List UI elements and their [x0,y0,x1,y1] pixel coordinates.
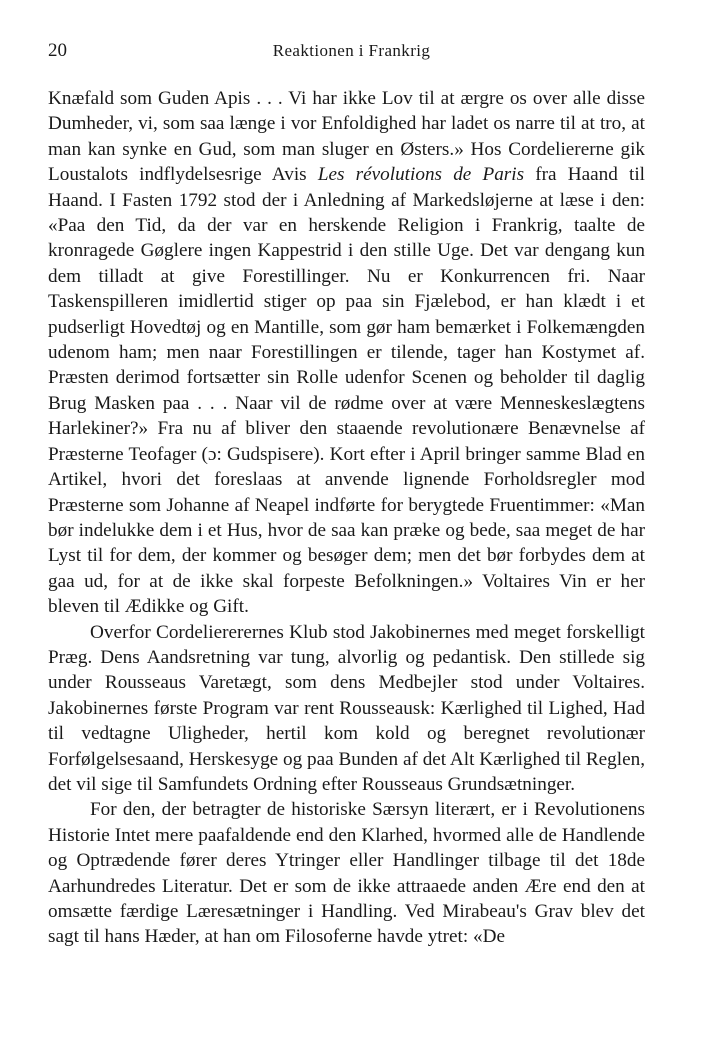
paragraph-1-text-a: Knæfald som Guden Apis . . . Vi har ikke Lov til at ærgre os over alle disse Dumheder, vi, som saa længe i vor Enfoldighed har ladet os narre til at tro, at man kan synke en Gud, som man sluger en Østers.» Hos Cordeliererne gik Loustalots indflydelsesrige Avis [48,88,645,186]
paragraph-3: For den, der betragter de historiske Særsyn literært, er i Revolutionens Historie Intet mere paafaldende end den Klarhed, hvormed alle de Handlende og Optrædende fører deres Ytringer eller Handlinger tilbage til det 18de Aarhundredes Literatur. Det er som de ikke attraaede anden Ære end den at omsætte færdige Læresætninger i Handling. Ved Mirabeau's Grav blev det sagt til hans Hæder, at han om Filosoferne havde ytret: «De [48,799,645,948]
paragraph-1-text-b: fra Haand til Haand. I Fasten 1792 stod der i Anledning af Markedsløjerne at læse i den: «Paa den Tid, da der var en herskende Religion i Frankrig, taalte de kronragede Gøglere ingen Kappestrid i den stille Uge. Det var dengang kun dem tilladt at give Forestillinger. Nu er Konkurrencen fri. Naar Taskenspilleren imidlertid stiger op paa sin Fjælebod, er han klædt i et pudserligt Hovedtøj og en Mantille, som gør ham bemærket i Folkemængden udenom ham; men naar Forestillingen er tilende, tager han Kostymet af. Præsten derimod fortsætter sin Rolle udenfor Scenen og beholder til daglig Brug Masken paa . . . Naar vil de rødme over at være Menneskeslægtens Harlekiner?» Fra nu af bliver den staaende revolutionære Benævnelse af Præsterne Teofager (ɔ: Gudspisere). Kort efter i April bringer samme Blad en Artikel, hvori det foreslaas at anvende lignende Forholdsregler mod Præsterne som Johanne af Neapel indførte for berygtede Fruentimmer: «Man bør indelukke dem i et Hus, hvor de saa kan præke og bede, saa meget de har Lyst til for dem, der kommer og besøger dem; men det bør forbydes dem at gaa ud, for at de ikke skal forpeste Befolkningen.» Voltaires Vin er her bleven til Ædikke og Gift. [48,164,646,618]
running-title: Reaktionen i Frankrig [272,41,431,60]
paragraph-2: Overfor Cordeliererernes Klub stod Jakobinernes med meget forskelligt Præg. Dens Aandsretning var tung, alvorlig og pedantisk. Den stillede sig under Rousseaus Varetægt, som dens Medbejler stod under Voltaires. Jakobinernes første Program var rent Rousseausk: Kærlighed til Lighed, Had til vedtagne Uligheder, hertil kom kold og beregnet revolutionær Forfølgelsesaand, Herskesyge og paa Bunden af det Alt Kærlighed til Reglen, det vil sige til Samfundets Ordning efter Rousseaus Grundsætninger. [48,621,645,795]
newspaper-title: Les révolutions de Paris [317,164,525,186]
paragraph-1 [48,86,645,620]
body-text [48,86,645,950]
page-header [48,40,645,66]
page-number: 20 [48,40,67,61]
book-page [48,40,645,950]
